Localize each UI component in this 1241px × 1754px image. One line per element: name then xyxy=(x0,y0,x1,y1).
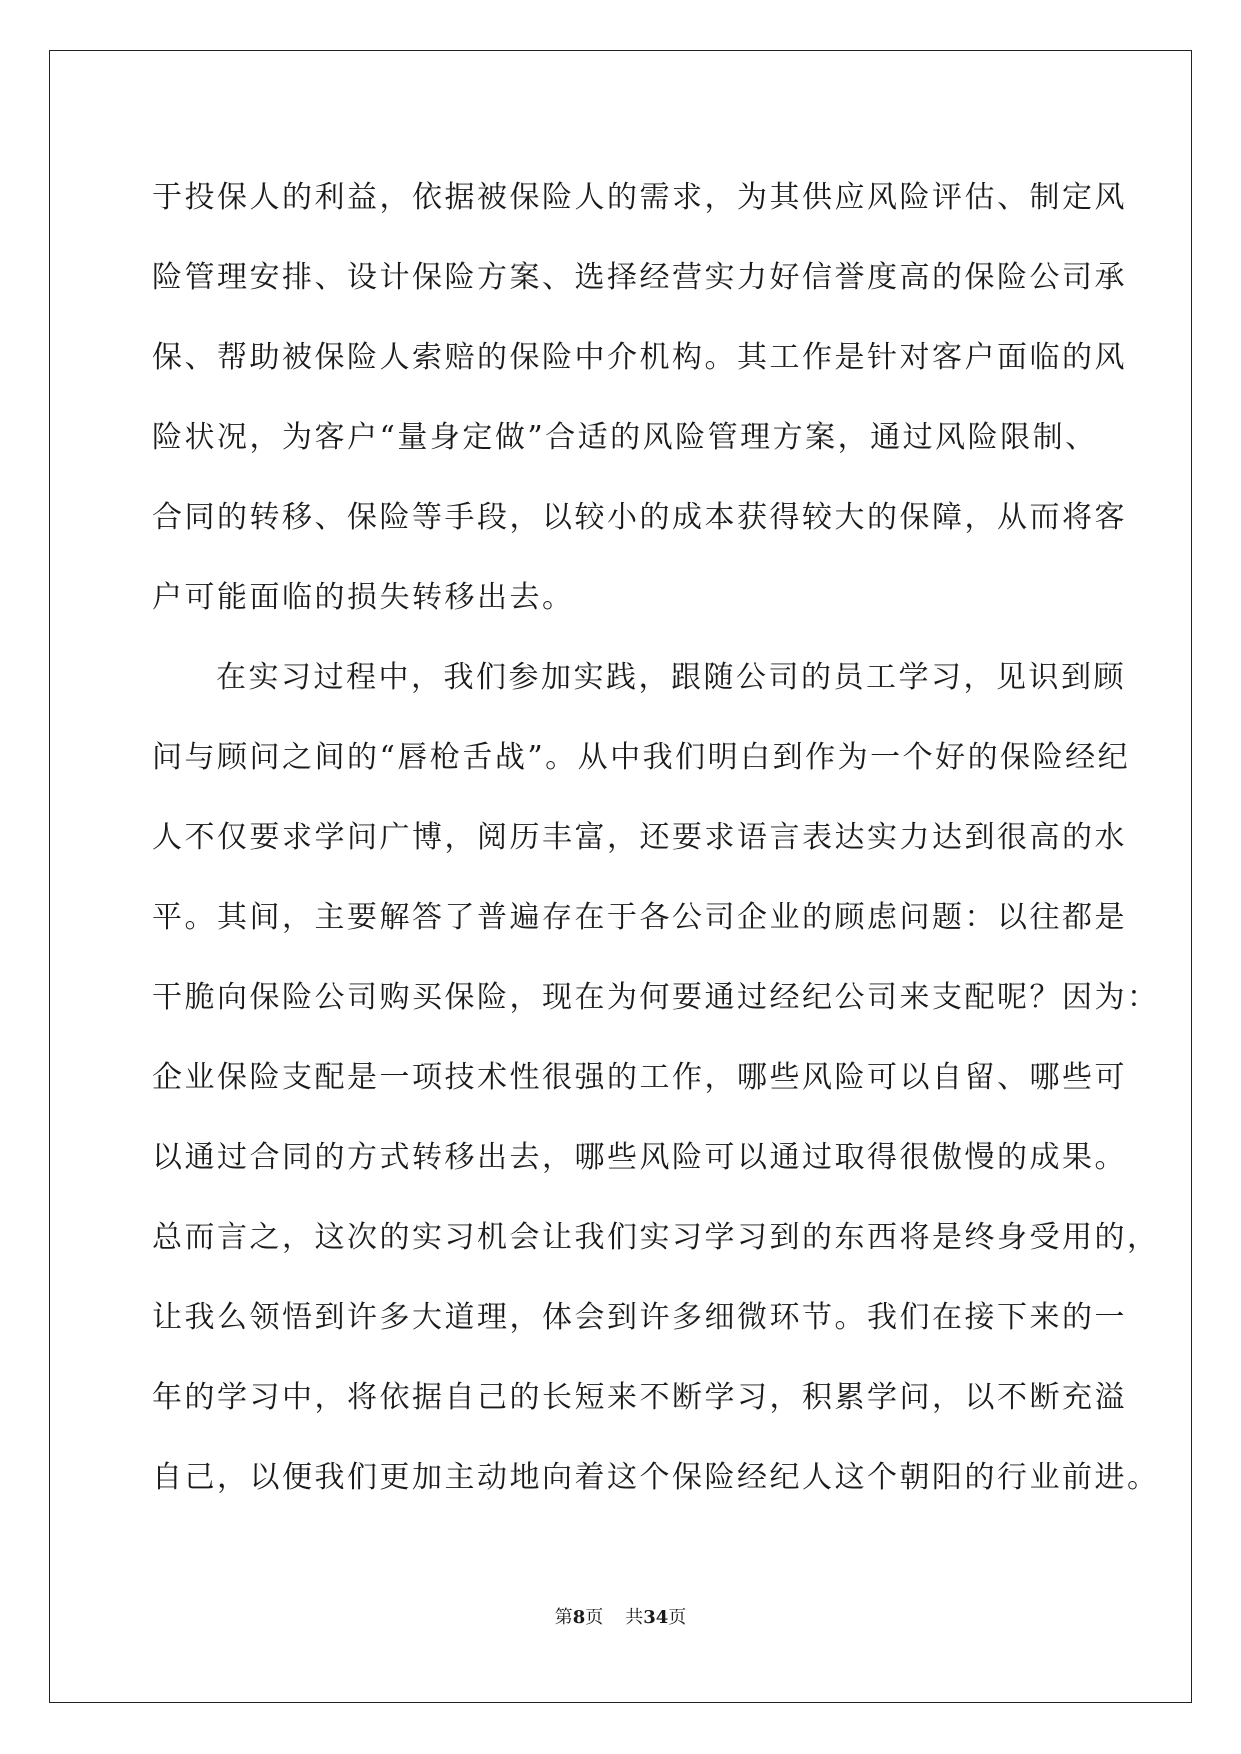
text-line: 险状况，为客户“量身定做”合适的风险管理方案，通过风险限制、 xyxy=(152,420,1098,455)
text-line: 保、帮助被保险人索赔的保险中介机构。其工作是针对客户面临的风 xyxy=(152,340,1127,375)
text-line: 险管理安排、设计保险方案、选择经营实力好信誉度高的保险公司承 xyxy=(152,260,1127,295)
text-line: 年的学习中，将依据自己的长短来不断学习，积累学问，以不断充溢 xyxy=(152,1380,1127,1415)
text-line: 人不仅要求学问广博，阅历丰富，还要求语言表达实力达到很高的水 xyxy=(152,820,1127,855)
text-line: 干脆向保险公司购买保险，现在为何要通过经纪公司来支配呢？因为： xyxy=(152,980,1160,1015)
text-line: 问与顾问之间的“唇枪舌战”。从中我们明白到作为一个好的保险经纪 xyxy=(152,740,1131,775)
page-number: 8 xyxy=(572,1607,586,1628)
text-line: 户可能面临的损失转移出去。 xyxy=(152,580,575,615)
text-line: 于投保人的利益，依据被保险人的需求，为其供应风险评估、制定风 xyxy=(152,180,1127,215)
text-line: 以通过合同的方式转移出去，哪些风险可以通过取得很傲慢的成果。 xyxy=(152,1140,1127,1175)
page-suffix: 页 xyxy=(585,1607,604,1628)
paragraph-start-line: 在实习过程中，我们参加实践，跟随公司的员工学习，见识到顾 xyxy=(216,660,1126,695)
page-footer xyxy=(0,1606,1241,1630)
total-prefix: 共 xyxy=(625,1607,644,1628)
document-body xyxy=(152,158,1160,1518)
total-pages: 34 xyxy=(643,1607,669,1628)
text-line: 合同的转移、保险等手段，以较小的成本获得较大的保障，从而将客 xyxy=(152,500,1127,535)
text-line: 自己，以便我们更加主动地向着这个保险经纪人这个朝阳的行业前进。 xyxy=(152,1460,1160,1495)
page-prefix: 第 xyxy=(554,1607,573,1628)
text-line: 让我么领悟到许多大道理，体会到许多细微环节。我们在接下来的一 xyxy=(152,1300,1127,1335)
text-line: 企业保险支配是一项技术性很强的工作，哪些风险可以自留、哪些可 xyxy=(152,1060,1127,1095)
text-line: 平。其间，主要解答了普遍存在于各公司企业的顾虑问题：以往都是 xyxy=(152,900,1127,935)
total-suffix: 页 xyxy=(668,1607,687,1628)
text-line: 总而言之，这次的实习机会让我们实习学习到的东西将是终身受用的， xyxy=(152,1220,1160,1255)
